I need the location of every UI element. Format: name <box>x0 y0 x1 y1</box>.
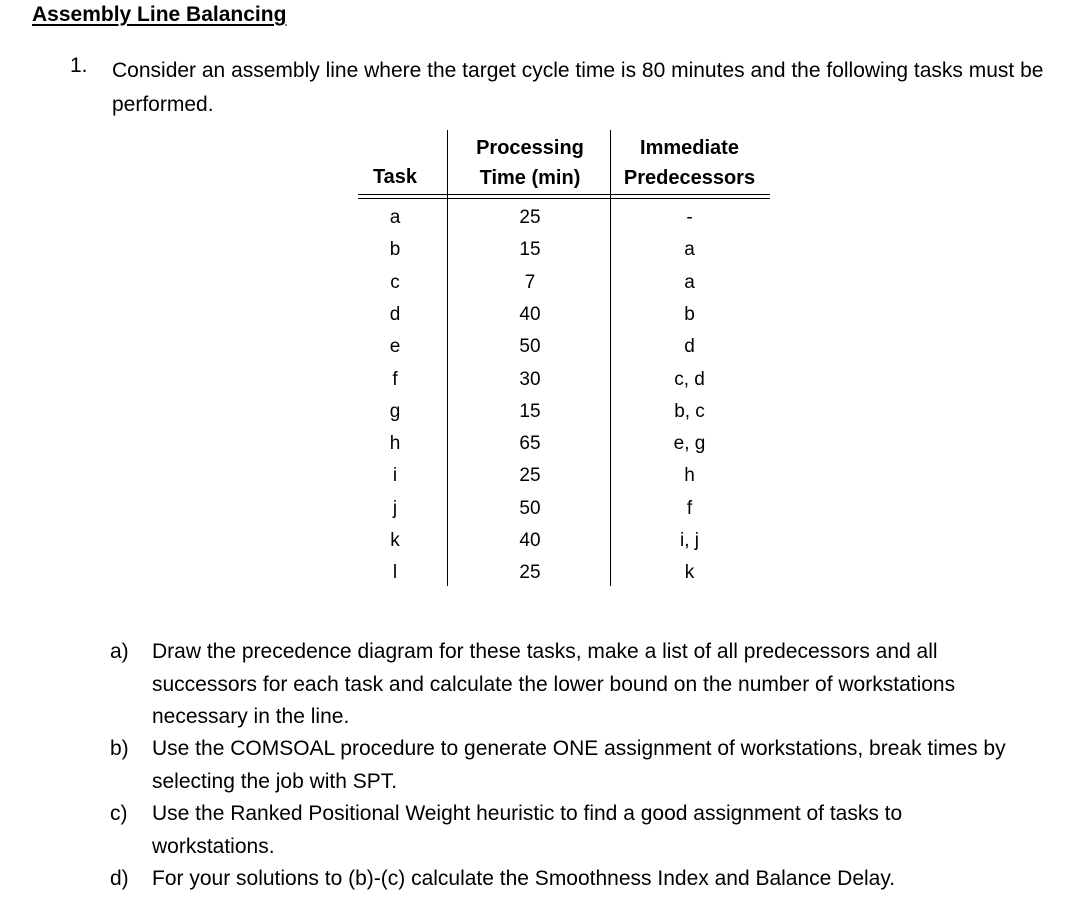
header-rule-bottom <box>358 198 770 199</box>
cell-pred: h <box>684 465 695 486</box>
subquestion-line: selecting the job with SPT. <box>152 770 398 793</box>
cell-task: g <box>389 401 401 422</box>
cell-pred: - <box>686 207 693 228</box>
cell-task: e <box>389 336 401 357</box>
question-text: Consider an assembly line where the target cycle time is 80 minutes and the following tasks must be performed. <box>112 59 1044 116</box>
cell-time: 40 <box>519 530 541 551</box>
cell-pred: f <box>686 498 693 519</box>
header-time-line2: Time (min) <box>479 167 581 189</box>
cell-pred: c, d <box>674 369 705 390</box>
cell-task: h <box>389 433 401 454</box>
cell-task: l <box>392 562 398 583</box>
header-rule-top <box>358 194 770 195</box>
subquestion-line: workstations. <box>152 835 275 858</box>
cell-task: d <box>389 304 401 325</box>
subquestion-item <box>110 733 1060 798</box>
header-time-line1: Processing <box>476 137 584 159</box>
cell-pred: b <box>684 304 695 325</box>
cell-pred: b, c <box>674 401 705 422</box>
subquestion-item <box>110 863 1060 896</box>
cell-pred: a <box>684 239 695 260</box>
cell-task: b <box>389 239 401 260</box>
subquestion-item <box>110 798 1060 863</box>
column-divider-2 <box>610 130 611 586</box>
cell-time: 50 <box>519 336 541 357</box>
subquestion-label: c) <box>110 802 128 825</box>
subquestion-line: Use the Ranked Positional Weight heuristic to find a good assignment of tasks to <box>152 802 903 825</box>
cell-pred: i, j <box>680 530 699 551</box>
cell-task: k <box>390 530 400 551</box>
cell-time: 7 <box>524 272 536 293</box>
cell-pred: e, g <box>673 433 706 454</box>
cell-time: 25 <box>519 562 541 583</box>
cell-pred: d <box>684 336 695 357</box>
column-divider-1 <box>447 130 448 586</box>
cell-time: 30 <box>519 369 541 390</box>
cell-time: 65 <box>519 433 541 454</box>
subquestion-label: a) <box>110 640 129 663</box>
cell-task: a <box>389 207 401 228</box>
cell-task: i <box>392 465 398 486</box>
question-number: 1. <box>70 54 88 77</box>
cell-task: c <box>390 272 400 293</box>
subquestion-line: necessary in the line. <box>152 705 350 728</box>
subquestion-line: Use the COMSOAL procedure to generate ONE assignment of workstations, break times by <box>152 737 1006 760</box>
cell-time: 25 <box>519 465 541 486</box>
subquestion-line: For your solutions to (b)-(c) calculate the Smoothness Index and Balance Delay. <box>152 867 896 890</box>
page-title: Assembly Line Balancing <box>32 3 287 26</box>
subquestion-item <box>110 636 1060 734</box>
cell-pred: k <box>684 562 695 583</box>
subquestion-line: Draw the precedence diagram for these tasks, make a list of all predecessors and all <box>152 640 938 663</box>
cell-time: 40 <box>519 304 541 325</box>
cell-time: 50 <box>519 498 541 519</box>
subquestion-line: successors for each task and calculate the lower bound on the number of workstations <box>152 673 956 696</box>
cell-time: 15 <box>519 239 541 260</box>
header-pred-line2: Predecessors <box>623 167 756 189</box>
header-task: Task <box>372 166 418 188</box>
cell-pred: a <box>684 272 695 293</box>
cell-task: j <box>392 498 398 519</box>
subquestion-label: b) <box>110 737 129 760</box>
cell-time: 25 <box>519 207 541 228</box>
header-pred-line1: Immediate <box>640 137 739 159</box>
subquestion-label: d) <box>110 867 129 890</box>
cell-time: 15 <box>519 401 541 422</box>
cell-task: f <box>392 369 398 390</box>
